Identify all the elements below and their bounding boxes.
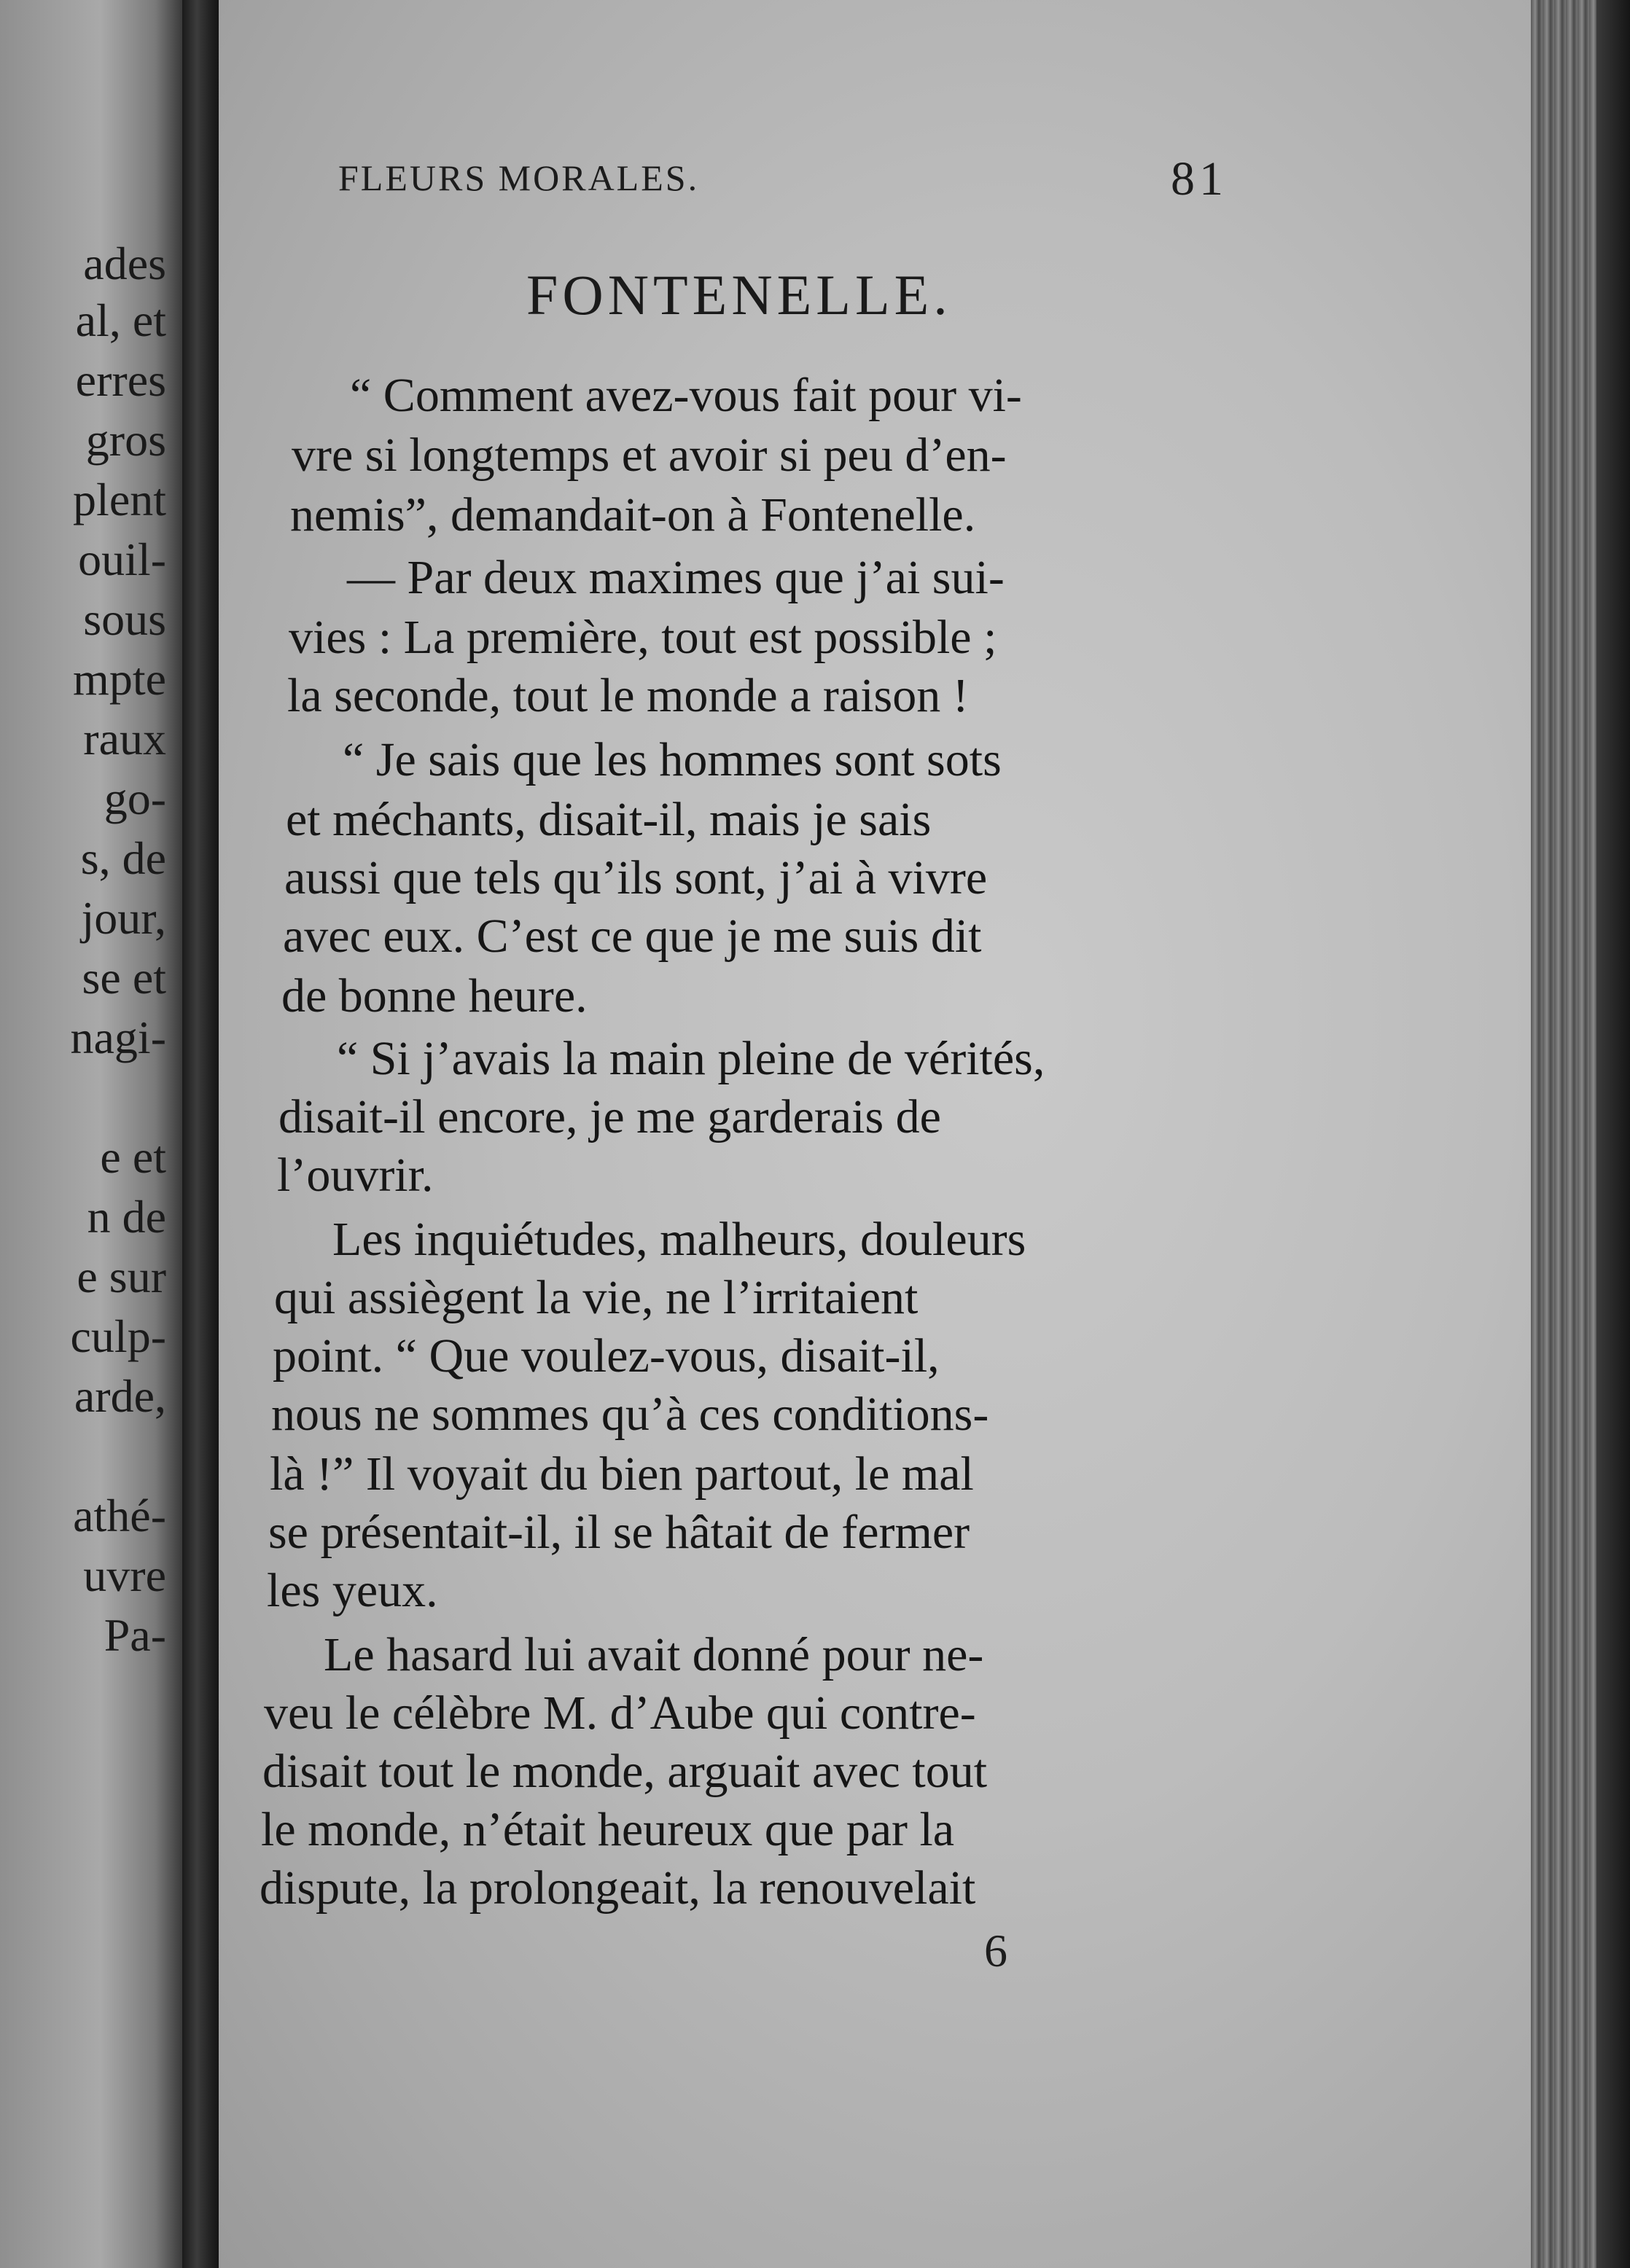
body-line: aussi que tels qu’ils sont, j’ai à vivre — [284, 851, 988, 904]
book-gutter — [182, 0, 219, 2268]
body-line: veu le célèbre M. d’Aube qui contre- — [264, 1686, 976, 1740]
body-line: “ Je sais que les hommes sont sots — [343, 733, 1002, 786]
body-line: l’ouvrir. — [277, 1149, 434, 1202]
body-line: point. “ Que voulez-vous, disait-il, — [273, 1329, 940, 1383]
left-page-fragment: plent — [73, 474, 166, 525]
left-page-fragment: e sur — [77, 1251, 166, 1302]
left-page-fragment: go- — [104, 773, 166, 824]
left-page-fragment: mpte — [73, 653, 166, 705]
left-page-fragment: ouil- — [78, 533, 166, 585]
body-line: vies : La première, tout est possible ; — [289, 611, 997, 664]
left-page-fragment: arde, — [74, 1370, 166, 1422]
left-page-fragment: ades — [83, 238, 166, 289]
body-line: là !” Il voyait du bien partout, le mal — [270, 1447, 974, 1501]
body-line: disait tout le monde, arguait avec tout — [262, 1745, 988, 1798]
page-number: 81 — [1171, 152, 1228, 206]
left-page-fragment: Pa- — [104, 1609, 166, 1661]
body-line: la seconde, tout le monde a raison ! — [287, 669, 969, 722]
body-line: Le hasard lui avait donné pour ne- — [324, 1628, 984, 1681]
left-page-fragment: raux — [83, 713, 166, 765]
facing-page-left — [0, 0, 182, 2268]
body-line: disait-il encore, je me garderais de — [278, 1090, 941, 1143]
left-page-fragment: se et — [82, 952, 166, 1004]
left-page-fragment: uvre — [83, 1549, 166, 1601]
left-page-fragment: e et — [100, 1131, 166, 1183]
body-line: “ Si j’avais la main pleine de vérités, — [337, 1032, 1045, 1085]
left-page-fragment: sous — [83, 593, 166, 645]
left-page-fragment: s, de — [80, 832, 166, 884]
body-line: se présentait-il, il se hâtait de fermer — [268, 1506, 970, 1559]
page-edges-shadow — [1596, 0, 1630, 2268]
running-head: FLEURS MORALES. — [338, 157, 700, 198]
body-line: le monde, n’était heureux que par la — [261, 1803, 955, 1856]
body-line: et méchants, disait-il, mais je sais — [286, 793, 932, 846]
body-line: Les inquiétudes, malheurs, douleurs — [332, 1213, 1026, 1266]
left-page-fragment: gros — [85, 414, 166, 466]
left-page-fragment: athé- — [73, 1490, 166, 1541]
body-line: nemis”, demandait-on à Fontenelle. — [290, 488, 976, 541]
left-page-fragment: al, et — [75, 294, 166, 346]
signature-mark: 6 — [984, 1925, 1007, 1976]
body-line: vre si longtemps et avoir si peu d’en- — [292, 429, 1007, 482]
body-line: dispute, la prolongeait, la renouvelait — [260, 1861, 976, 1915]
body-line: qui assiègent la vie, ne l’irritaient — [274, 1271, 919, 1324]
body-line: de bonne heure. — [281, 969, 588, 1022]
body-line: “ Comment avez-vous fait pour vi- — [350, 369, 1022, 422]
left-page-fragment: n de — [87, 1191, 166, 1243]
left-page-fragment: erres — [75, 354, 166, 406]
body-line: avec eux. C’est ce que je me suis dit — [283, 910, 982, 963]
body-line: nous ne sommes qu’à ces conditions- — [271, 1388, 989, 1441]
chapter-title: FONTENELLE. — [526, 263, 952, 326]
body-line: — Par deux maximes que j’ai sui- — [347, 551, 1005, 604]
body-line: les yeux. — [267, 1564, 438, 1617]
left-page-fragment: jour, — [81, 892, 166, 944]
left-page-fragment: culp- — [70, 1310, 166, 1362]
left-page-fragment: nagi- — [70, 1012, 166, 1063]
